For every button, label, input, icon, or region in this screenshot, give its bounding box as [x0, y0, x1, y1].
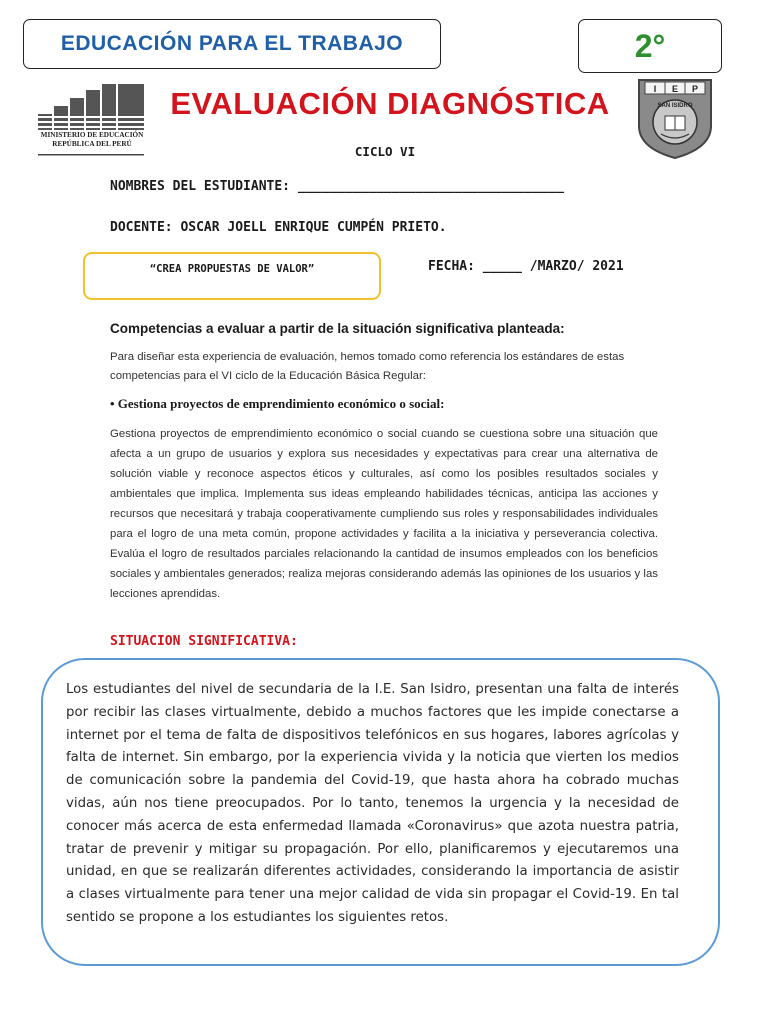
crest-letter-p: P	[691, 84, 699, 94]
competency-description: Gestiona proyectos de emprendimiento económico o social cuando se cuestiona sobre una situación que afecta a un grupo de usuarios y explora sus necesidades y expectativas para crear una alternativa de solución viable y reconoce aspectos éticos y culturales, así como los posibles resultados sociales y ambientales que implica. Implementa sus ideas empleando habilidades técnicas, anticipa las acciones y recursos que necesitará y trabaja cooperativamente cumpliendo sus roles y responsabilidades individuales para el logro de una meta común, propone actividades y facilita a la iniciativa y perseverancia colectiva. Evalúa el logro de resultados parciales relacionando la cantidad de insumos empleados con los beneficios sociales y ambientales generados; realiza mejoras considerando además las opiniones de los usuarios y las lecciones aprendidas.	[110, 428, 658, 600]
teacher-label: DOCENTE:	[110, 220, 173, 235]
value-proposal-box	[83, 252, 381, 300]
crest-letter-e: E	[671, 84, 679, 94]
ministry-line-2: REPÚBLICA DEL PERÚ	[52, 139, 132, 148]
teacher-field	[110, 220, 447, 235]
date-field[interactable]: FECHA: _____ /MARZO/ 2021	[428, 259, 624, 274]
teacher-name: OSCAR JOELL ENRIQUE CUMPÉN PRIETO.	[180, 220, 447, 235]
student-blank[interactable]: __________________________________	[297, 179, 564, 194]
grade-label: 2°	[634, 27, 666, 64]
competency-bullet: • Gestiona proyectos de emprendimiento económico o social:	[110, 396, 445, 411]
student-label: NOMBRES DEL ESTUDIANTE:	[110, 179, 291, 194]
cycle-label: CICLO VI	[354, 144, 416, 159]
student-field	[110, 179, 564, 194]
competencies-title: Competencias a evaluar a partir de la situación significativa planteada:	[110, 321, 565, 336]
school-crest	[635, 76, 715, 160]
grade-box	[578, 19, 722, 73]
page-title: EVALUACIÓN DIAGNÓSTICA	[170, 86, 610, 121]
competencies-intro: Para diseñar esta experiencia de evaluación, hemos tomado como referencia los estándares de estas competencias para el VI ciclo de la Educación Básica Regular:	[110, 351, 625, 382]
situation-text: Los estudiantes del nivel de secundaria de la I.E. San Isidro, presentan una falta de interés por recibir las clases virtualmente, debido a muchos factores que les impide conectarse a internet por el tema de falta de dispositivos telefónicos en sus hogares, labores agrícolas y falta de internet. Sin embargo, por la experiencia vivida y la noticia que vierten los medios de comunicación sobre la pandemia del Covid-19, que hasta ahora ha cobrado muchas vidas, aún nos tiene preocupados. Por lo tanto, tenemos la urgencia y la necesidad de conocer más acerca de esta enfermedad llamada «Coronavirus» que azota nuestra patria, tratar de prevenir y mitigar su propagación. Por ello, planificaremos y ejecutaremos una unidad, en que se realizarán diferentes actividades, considerando la importancia de asistir a clases virtualmente para tener una mejor calidad de vida sin propagar el Covid-19. En tal sentido se propone a los estudiantes los siguientes retos.	[66, 682, 679, 925]
subject-title: EDUCACIÓN PARA EL TRABAJO	[60, 32, 404, 55]
value-proposal-title: “CREA PROPUESTAS DE VALOR”	[149, 263, 315, 275]
crest-letter-i: I	[653, 84, 657, 94]
crest-name: SAN ISIDRO	[657, 103, 693, 109]
situation-title: SITUACION SIGNIFICATIVA:	[110, 634, 298, 649]
ministry-logo-text	[30, 131, 154, 148]
subject-box	[23, 19, 441, 69]
ministry-line-1: MINISTERIO DE EDUCACIÓN	[40, 131, 144, 139]
